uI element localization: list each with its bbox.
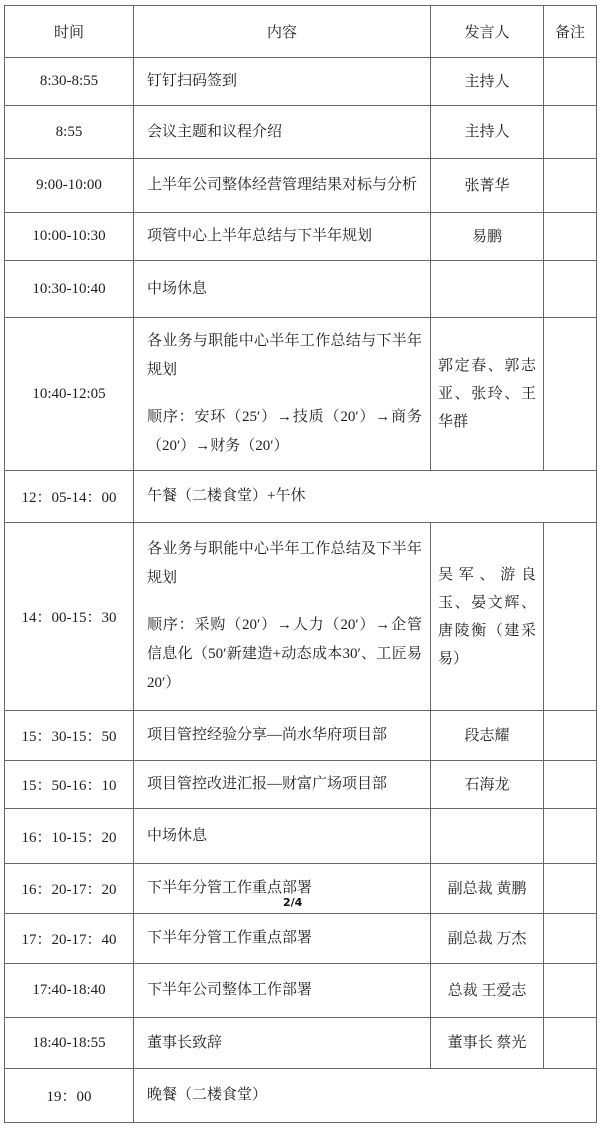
table-row [5,159,597,213]
speaker-cell: 主持人 [431,106,544,159]
table-row [5,261,597,318]
time-cell: 8:30-8:55 [5,58,134,106]
table-row [5,1018,597,1069]
table-row [5,711,597,761]
time-cell: 18:40-18:55 [5,1018,134,1069]
content-text: 各业务与职能中心半年工作总结及下半年规划 [147,541,422,586]
content-cell [134,58,431,106]
meeting-schedule-table [4,5,597,1123]
table-row [5,1069,597,1123]
note-cell [544,318,597,471]
header-cell-time: 时间 [5,6,134,58]
content-text: 各业务与职能中心半年工作总结与下半年规划 [147,333,422,378]
time-cell: 12：05-14：00 [5,471,134,523]
content-cell [134,523,431,711]
time-cell: 16：10-15：20 [5,809,134,864]
time-cell: 9:00-10:00 [5,159,134,213]
content-cell [134,318,431,471]
content-cell [134,914,431,964]
speaker-cell: 副总裁 万杰 [431,914,544,964]
note-cell [544,106,597,159]
header-cell-speaker: 发言人 [431,6,544,58]
note-cell [544,864,597,914]
speaker-cell: 总裁 王爱志 [431,964,544,1018]
time-cell: 14：00-15：30 [5,523,134,711]
note-cell [544,809,597,864]
content-text: 下半年公司整体工作部署 [147,982,313,998]
table-row [5,914,597,964]
table-row [5,809,597,864]
page-number: 2/4 [283,896,303,909]
speaker-cell: 吴军、游良玉、晏文辉、唐陵衡（建采易） [431,523,544,711]
content-cell [134,106,431,159]
content-cell [134,159,431,213]
speaker-cell: 石海龙 [431,761,544,809]
content-text: 下半年分管工作重点部署 [147,880,313,896]
speaker-cell: 易鹏 [431,213,544,261]
content-text: 下半年分管工作重点部署 [147,930,313,946]
note-cell [544,213,597,261]
time-cell: 17:40-18:40 [5,964,134,1018]
content-text: 午餐（二楼食堂）+午休 [147,488,306,504]
content-cell [134,964,431,1018]
note-cell [544,58,597,106]
content-text: 中场休息 [147,827,208,844]
note-cell [544,964,597,1018]
time-cell: 15：30-15：50 [5,711,134,761]
table-row [5,58,597,106]
content-text: 晚餐（二楼食堂） [147,1087,268,1103]
speaker-cell [431,809,544,864]
note-cell [544,711,597,761]
speaker-cell: 主持人 [431,58,544,106]
note-cell [544,914,597,964]
content-text: 项目管控经验分享—尚水华府项目部 [147,727,388,743]
note-cell [544,1018,597,1069]
note-cell [544,761,597,809]
time-cell: 10:30-10:40 [5,261,134,318]
speaker-cell: 董事长 蔡光 [431,1018,544,1069]
speaker-cell: 副总裁 黄鹏 [431,864,544,914]
note-cell [544,261,597,318]
table-row [5,523,597,711]
content-cell [134,864,431,914]
content-text: 会议主题和议程介绍 [147,123,283,140]
time-cell: 19：00 [5,1069,134,1123]
table-row [5,213,597,261]
table-row [5,964,597,1018]
time-cell: 16：20-17：20 [5,864,134,914]
time-cell: 10:40-12:05 [5,318,134,471]
content-cell-merged [134,471,597,523]
speaker-cell: 郭定春、郭志亚、张玲、王华群 [431,318,544,471]
content-text: 董事长致辞 [147,1034,223,1051]
content-text: 项管中心上半年总结与下半年规划 [147,228,373,244]
content-cell [134,761,431,809]
content-text-2: 顺序：采购（20′）→人力（20′）→企管信息化（50′新建造+动态成本30′、工匠易20′） [147,617,422,691]
time-cell: 15：50-16：10 [5,761,134,809]
table-header-row [5,6,597,58]
content-cell [134,711,431,761]
content-text-2: 顺序：安环（25′）→技质（20′）→商务（20′）→财务（20′） [147,409,422,454]
content-cell [134,261,431,318]
table-row [5,318,597,471]
speaker-cell: 段志耀 [431,711,544,761]
table-row [5,761,597,809]
content-cell [134,213,431,261]
speaker-cell: 张菁华 [431,159,544,213]
content-text: 上半年公司整体经营管理结果对标与分析 [147,177,418,193]
note-cell [544,159,597,213]
note-cell [544,523,597,711]
content-cell [134,809,431,864]
content-text: 中场休息 [147,280,208,297]
content-text: 项目管控改进汇报—财富广场项目部 [147,776,388,792]
content-text: 钉钉扫码签到 [147,73,238,89]
time-cell: 10:00-10:30 [5,213,134,261]
content-cell [134,1018,431,1069]
header-cell-content: 内容 [134,6,431,58]
header-cell-note: 备注 [544,6,597,58]
time-cell: 17：20-17：40 [5,914,134,964]
speaker-cell [431,261,544,318]
content-cell-merged [134,1069,597,1123]
table-row [5,106,597,159]
table-row [5,471,597,523]
time-cell: 8:55 [5,106,134,159]
